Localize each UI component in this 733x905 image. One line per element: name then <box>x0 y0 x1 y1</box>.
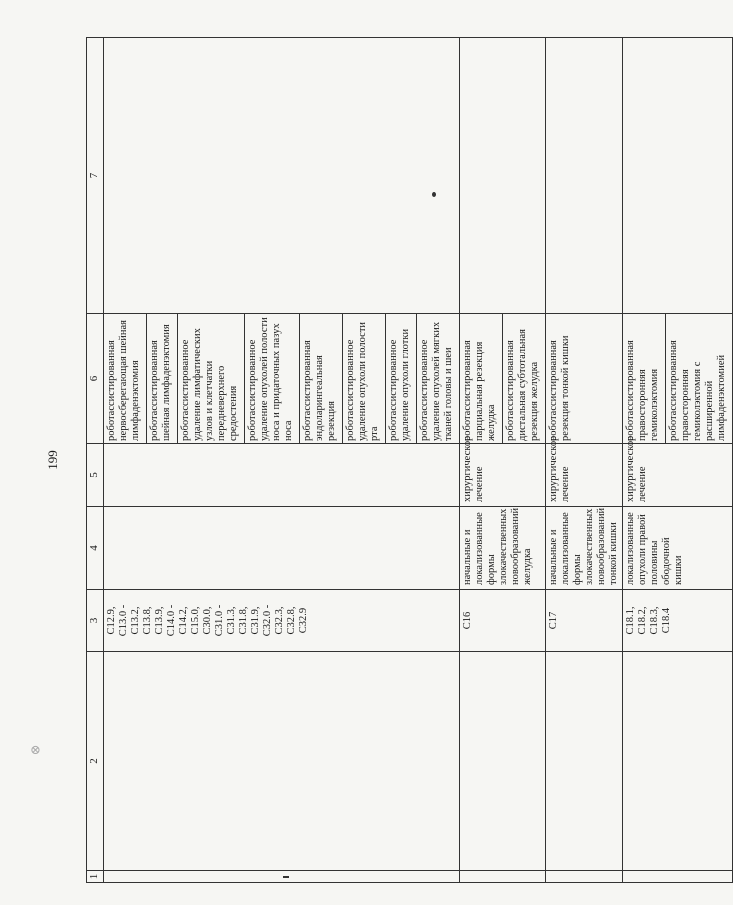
column-header-6: 6 <box>87 314 104 444</box>
cell-col2 <box>460 652 546 871</box>
cell-treatment: хирургическое лечение <box>546 444 623 507</box>
column-header-1: 1 <box>87 871 104 883</box>
procedure-item: роботассистированная шейная лимфаденэктомия <box>147 314 178 443</box>
cell-codes: C17 <box>546 590 623 652</box>
column-header-7: 7 <box>87 38 104 314</box>
procedure-item: роботассистированное удаление опухоли глотки <box>386 314 417 443</box>
header-row <box>87 38 104 883</box>
cell-diagnosis: начальные и локализованные формы злокачественных новообразований желудка <box>460 507 546 590</box>
column-header-5: 5 <box>87 444 104 507</box>
cell-diagnosis: начальные и локализованные формы злокачественных новообразований тонкой кишки <box>546 507 623 590</box>
cell-col7 <box>104 38 460 314</box>
procedure-item: роботассистированная эндоларингеальная резекция <box>300 314 343 443</box>
cell-procedures <box>104 314 460 444</box>
cell-col2 <box>104 652 460 871</box>
page-number: 199 <box>45 450 60 470</box>
procedure-item: роботассистированная резекция тонкой кишки <box>548 335 571 441</box>
cell-col7 <box>546 38 623 314</box>
cell-col2 <box>623 652 733 871</box>
procedure-list <box>546 314 576 443</box>
cell-procedures <box>546 314 623 444</box>
procedure-item: роботассистированная правосторонняя гемиколэктомия с расширенной лимфаденэктомией <box>668 340 727 441</box>
table-row <box>623 38 733 883</box>
procedure-list <box>623 314 732 443</box>
cell-col1 <box>623 871 733 883</box>
table-row <box>104 38 460 883</box>
column-header-2: 2 <box>87 652 104 871</box>
cell-col7 <box>460 38 546 314</box>
cell-col2 <box>546 652 623 871</box>
table-row <box>460 38 546 883</box>
procedure-item: роботассистированная правосторонняя гемиколэктомия <box>623 314 666 443</box>
procedure-list <box>460 314 545 443</box>
cell-codes: C16 <box>460 590 546 652</box>
procedure-item: роботассистированная парциальная резекция желудка <box>460 314 503 443</box>
cell-diagnosis <box>104 507 460 590</box>
cell-diagnosis: локализованные опухоли правой половины ободочной кишки <box>623 507 733 590</box>
cell-procedures <box>623 314 733 444</box>
procedure-list <box>104 314 459 443</box>
procedure-item: роботассистированная дистальная субтотальная резекция желудка <box>505 329 540 441</box>
cell-col1 <box>546 871 623 883</box>
procedure-item: роботассистированное удаление опухолей мягких тканей головы и шеи <box>419 321 454 441</box>
procedure-item: роботассистированное удаление лимфатических узлов и клетчатки передневерхнего средостения <box>178 314 245 443</box>
cell-col1 <box>460 871 546 883</box>
cell-treatment <box>104 444 460 507</box>
medical-procedures-table <box>86 37 733 883</box>
rotated-table-wrapper <box>86 38 727 883</box>
cell-col1 <box>104 871 460 883</box>
cell-procedures <box>460 314 546 444</box>
faint-mark: ⊗ <box>30 742 41 757</box>
cell-col7 <box>623 38 733 314</box>
procedure-item: роботассистированное удаление опухоли полости рта <box>343 314 386 443</box>
column-header-3: 3 <box>87 590 104 652</box>
cell-treatment: хирургическое лечение <box>460 444 546 507</box>
procedure-item: роботассистированное удаление опухолей полости носа и придаточных пазух носа <box>245 314 300 443</box>
cell-codes: C18.1, C18.2, C18.3, C18.4 <box>623 590 733 652</box>
column-header-4: 4 <box>87 507 104 590</box>
table-row <box>546 38 623 883</box>
cell-treatment: хирургическое лечение <box>623 444 733 507</box>
cell-codes: C12.9, C13.0 - C13.2, C13.8, C13.9, C14.0 - C14.2, C15.0, C30.0, C31.0 - C31.3, C31.8, C31.9, C32.0 - C32.3, C32.8, C32.9 <box>104 590 460 652</box>
procedure-item: роботассистированная нервосберегающая шейная лимфаденэктомия <box>104 314 147 443</box>
